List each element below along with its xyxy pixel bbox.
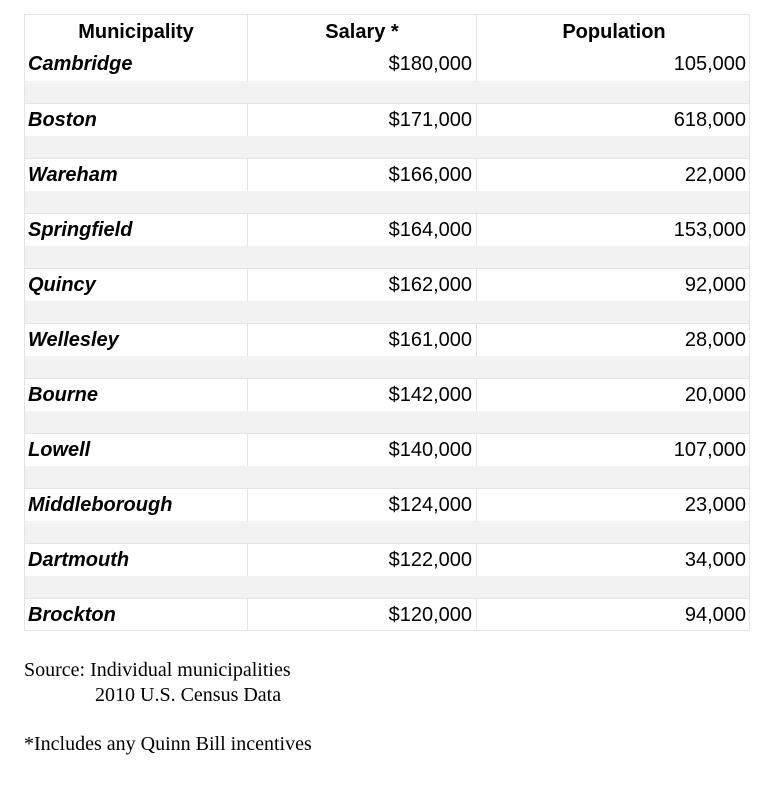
cell-salary: $171,000 xyxy=(388,109,472,131)
source-note xyxy=(24,658,291,708)
cell-salary: $162,000 xyxy=(388,274,472,296)
cell-municipality: Boston xyxy=(28,109,97,131)
header-municipality: Municipality xyxy=(78,21,194,43)
cell-salary: $120,000 xyxy=(388,604,472,626)
table-row xyxy=(25,378,749,411)
footnote: *Includes any Quinn Bill incentives xyxy=(24,733,312,755)
cell-population: 153,000 xyxy=(673,219,746,241)
spacer-row xyxy=(25,301,749,323)
salary-table xyxy=(24,14,750,631)
cell-population: 20,000 xyxy=(684,384,746,406)
cell-population: 94,000 xyxy=(684,604,746,626)
spacer-row xyxy=(25,81,749,103)
cell-municipality: Wareham xyxy=(28,164,118,186)
cell-salary: $166,000 xyxy=(388,164,472,186)
cell-salary: $180,000 xyxy=(388,53,472,75)
cell-population: 22,000 xyxy=(684,164,746,186)
spacer-row xyxy=(25,246,749,268)
spacer-row xyxy=(25,136,749,158)
header-population: Population xyxy=(562,21,666,43)
header-salary: Salary * xyxy=(325,21,399,43)
spacer-row xyxy=(25,356,749,378)
spacer-row xyxy=(25,411,749,433)
spacer-row xyxy=(25,521,749,543)
cell-population: 618,000 xyxy=(673,109,746,131)
cell-population: 105,000 xyxy=(673,53,746,75)
cell-population: 107,000 xyxy=(673,439,746,461)
table-header xyxy=(25,15,749,48)
cell-salary: $142,000 xyxy=(388,384,472,406)
cell-municipality: Cambridge xyxy=(28,53,133,75)
spacer-row xyxy=(25,576,749,598)
cell-salary: $124,000 xyxy=(388,494,472,516)
table-row xyxy=(25,323,749,356)
table-row xyxy=(25,103,749,136)
cell-salary: $161,000 xyxy=(388,329,472,351)
cell-population: 23,000 xyxy=(684,494,746,516)
cell-municipality: Bourne xyxy=(28,384,98,406)
table-row xyxy=(25,268,749,301)
table-row xyxy=(25,158,749,191)
cell-municipality: Lowell xyxy=(28,439,91,461)
cell-population: 34,000 xyxy=(684,549,746,571)
spacer-row xyxy=(25,466,749,488)
source-line-1: Source: Individual municipalities xyxy=(24,659,291,681)
table-row xyxy=(25,213,749,246)
table-row xyxy=(25,48,749,81)
spacer-row xyxy=(25,191,749,213)
cell-municipality: Wellesley xyxy=(28,329,119,351)
cell-salary: $140,000 xyxy=(388,439,472,461)
table-row xyxy=(25,433,749,466)
table-row xyxy=(25,488,749,521)
source-line-2: 2010 U.S. Census Data xyxy=(95,684,282,706)
cell-salary: $164,000 xyxy=(388,219,472,241)
cell-population: 92,000 xyxy=(684,274,746,296)
cell-municipality: Quincy xyxy=(28,274,96,296)
cell-municipality: Dartmouth xyxy=(28,549,130,571)
cell-municipality: Springfield xyxy=(28,219,133,241)
table-row xyxy=(25,543,749,576)
table-row xyxy=(25,598,749,631)
cell-salary: $122,000 xyxy=(388,549,472,571)
cell-municipality: Middleborough xyxy=(28,494,173,516)
cell-municipality: Brockton xyxy=(28,604,116,626)
cell-population: 28,000 xyxy=(684,329,746,351)
